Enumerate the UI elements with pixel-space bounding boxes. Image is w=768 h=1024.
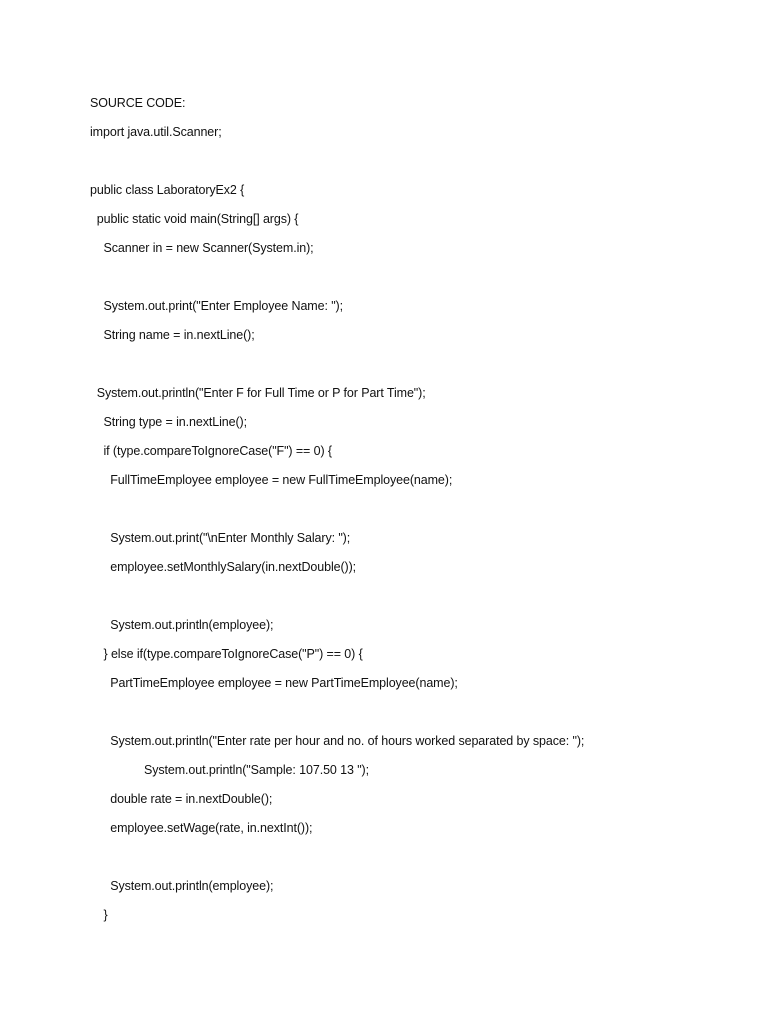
code-line: import java.util.Scanner;	[90, 125, 222, 139]
code-line: System.out.println("Sample: 107.50 13 ");	[90, 763, 369, 777]
code-line: String type = in.nextLine();	[90, 415, 247, 429]
code-line: employee.setWage(rate, in.nextInt());	[90, 821, 313, 835]
code-line: double rate = in.nextDouble();	[90, 792, 273, 806]
code-line: System.out.print("\nEnter Monthly Salary: ");	[90, 531, 351, 545]
code-line: System.out.print("Enter Employee Name: ");	[90, 299, 343, 313]
code-line: Scanner in = new Scanner(System.in);	[90, 241, 314, 255]
code-line: PartTimeEmployee employee = new PartTimeEmployee(name);	[90, 676, 458, 690]
code-line: FullTimeEmployee employee = new FullTimeEmployee(name);	[90, 473, 453, 487]
code-line: public class LaboratoryEx2 {	[90, 183, 245, 197]
source-code-heading: SOURCE CODE:	[90, 96, 186, 110]
code-line: System.out.println(employee);	[90, 618, 274, 632]
code-line: } else if(type.compareToIgnoreCase("P") == 0) {	[90, 647, 363, 661]
code-line: if (type.compareToIgnoreCase("F") == 0) {	[90, 444, 332, 458]
code-line: employee.setMonthlySalary(in.nextDouble());	[90, 560, 357, 574]
code-line: }	[90, 908, 108, 922]
code-line: String name = in.nextLine();	[90, 328, 255, 342]
code-line: System.out.println(employee);	[90, 879, 274, 893]
code-line: System.out.println("Enter F for Full Time or P for Part Time");	[90, 386, 426, 400]
code-line: System.out.println("Enter rate per hour and no. of hours worked separated by space: ");	[90, 734, 585, 748]
code-line: public static void main(String[] args) {	[90, 212, 299, 226]
